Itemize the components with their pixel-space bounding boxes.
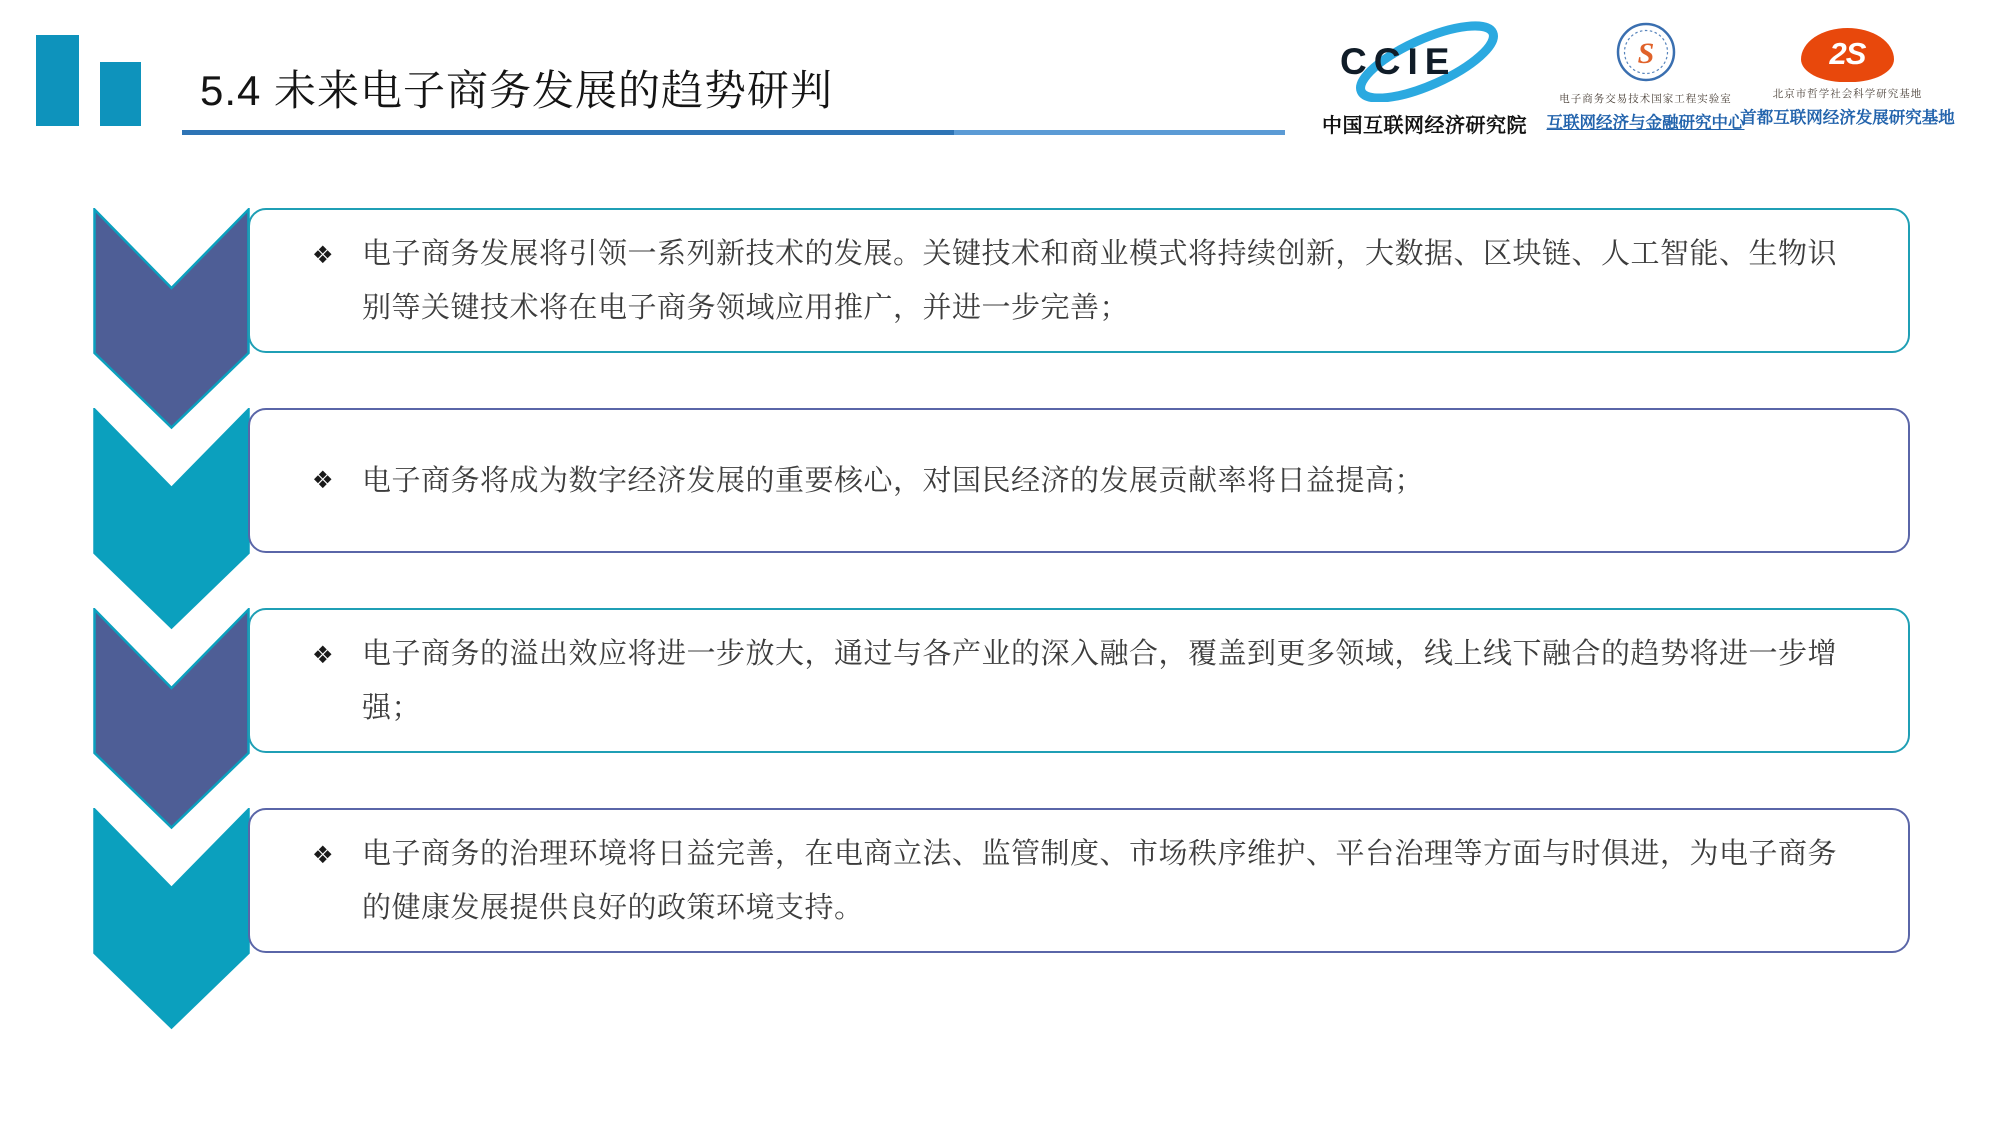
zs-icon bbox=[1801, 28, 1894, 82]
trend-row bbox=[0, 208, 2000, 430]
trend-text-line: 的健康发展提供良好的政策环境支持。 bbox=[362, 891, 864, 924]
bullet-diamond-icon: ❖ bbox=[312, 842, 334, 869]
bullet-diamond-icon: ❖ bbox=[312, 642, 334, 669]
chevron-down-icon bbox=[93, 608, 250, 830]
trend-row bbox=[0, 808, 2000, 1030]
trend-text bbox=[362, 227, 1837, 335]
bullet-diamond-icon: ❖ bbox=[312, 466, 334, 494]
zs-wordmark: 2S bbox=[1829, 36, 1866, 71]
ccie-wordmark: CCIE bbox=[1340, 41, 1457, 82]
zs-name: 首都互联网经济发展研究基地 bbox=[1740, 109, 1955, 127]
ccie-caption: 中国互联网经济研究院 bbox=[1322, 115, 1527, 137]
trend-text-line: 别等关键技术将在电子商务领域应用推广，并进一步完善； bbox=[362, 291, 1130, 324]
chevron-down-icon bbox=[93, 208, 250, 430]
title-underline bbox=[182, 130, 1285, 135]
ccie-logo bbox=[1322, 20, 1527, 138]
page-title: 5.4 未来电子商务发展的趋势研判 bbox=[200, 67, 834, 114]
title-accent-bar-large bbox=[36, 35, 79, 126]
trend-row bbox=[0, 608, 2000, 830]
trend-box bbox=[248, 208, 1910, 353]
trend-text-line: 电子商务的治理环境将日益完善，在电商立法、监管制度、市场秩序维护、平台治理等方面与时俱进，为电子商务 bbox=[362, 837, 1838, 870]
seal-caption: 电子商务交易技术国家工程实验室 bbox=[1559, 93, 1732, 105]
trend-box bbox=[248, 408, 1910, 553]
trend-row bbox=[0, 408, 2000, 630]
trend-text-line: 电子商务将成为数字经济发展的重要核心，对国民经济的发展贡献率将日益提高； bbox=[362, 464, 1425, 497]
bullet-diamond-icon: ❖ bbox=[312, 242, 334, 269]
seal-logo bbox=[1543, 22, 1748, 133]
zs-caption: 北京市哲学社会科学研究基地 bbox=[1772, 88, 1923, 100]
trend-text bbox=[362, 827, 1837, 935]
trend-box bbox=[248, 608, 1910, 753]
trend-text-line: 电子商务发展将引领一系列新技术的发展。关键技术和商业模式将持续创新，大数据、区块链、人工智能、生物识 bbox=[362, 237, 1838, 270]
chevron-down-icon bbox=[93, 808, 250, 1030]
trend-box bbox=[248, 808, 1910, 953]
trend-text bbox=[362, 627, 1837, 735]
ccie-swoosh-icon bbox=[1332, 20, 1512, 102]
trend-text-line: 电子商务的溢出效应将进一步放大，通过与各产业的深入融合，覆盖到更多领域，线上线下融合的趋势将进一步增 bbox=[362, 637, 1838, 670]
seal-name: 互联网经济与金融研究中心 bbox=[1546, 114, 1745, 132]
zs-logo bbox=[1740, 22, 1955, 128]
title-accent-bar-small bbox=[100, 62, 141, 126]
trend-text-line: 强； bbox=[362, 691, 422, 724]
trend-text bbox=[362, 454, 1424, 508]
seal-icon bbox=[1616, 22, 1676, 82]
chevron-down-icon bbox=[93, 408, 250, 630]
seal-glyph: S bbox=[1637, 37, 1654, 70]
